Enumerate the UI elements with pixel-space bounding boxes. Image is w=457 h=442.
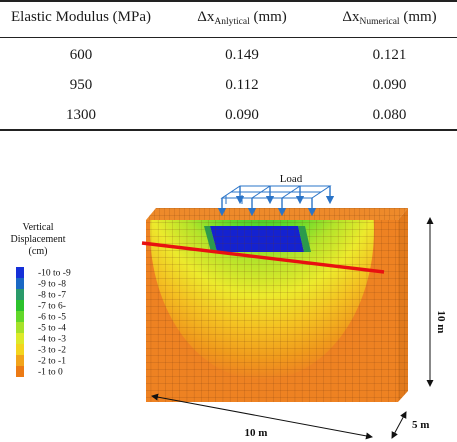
table-cell-numerical: 0.080 [372, 107, 407, 123]
legend-title-unit: (cm) [28, 246, 48, 257]
displacement-figure [0, 160, 457, 442]
legend-label: -9 to -8 [38, 279, 66, 290]
legend-label: -1 to 0 [38, 367, 63, 378]
legend-label: -5 to -4 [38, 323, 66, 334]
legend-label: -4 to -3 [38, 334, 66, 345]
legend-swatch [16, 366, 24, 377]
table-cell-modulus: 600 [69, 47, 93, 63]
legend-swatch [16, 344, 24, 355]
header-dx-analytical: $\Delta x_{Anlytical}$ (mm) [197, 9, 287, 27]
legend-swatch [16, 300, 24, 311]
dim-depth-arrow [392, 412, 406, 438]
table-cell-modulus: 1300 [66, 107, 96, 123]
fe-model-svg [0, 160, 457, 442]
legend-label: -10 to -9 [38, 268, 71, 279]
load-frame [222, 186, 330, 204]
table-header-rule [0, 37, 457, 38]
legend [11, 222, 71, 378]
legend-swatch [16, 278, 24, 289]
legend-label: -7 to 6- [38, 301, 66, 312]
legend-swatch [16, 311, 24, 322]
header-elastic-modulus: Elastic Modulus (MPa) [11, 9, 151, 25]
legend-swatch [16, 289, 24, 300]
legend-label: -2 to -1 [38, 356, 66, 367]
legend-swatch [16, 355, 24, 366]
load-label: Load [279, 173, 303, 185]
legend-title-vertical: Vertical [22, 222, 54, 233]
table-cell-modulus: 950 [69, 77, 93, 93]
table-cell-analytical: 0.149 [225, 47, 259, 63]
table-cell-analytical: 0.090 [225, 107, 259, 123]
header-dx-numerical: $\Delta x_{Numerical}$ (mm) [342, 9, 437, 27]
table-top-rule [0, 0, 457, 2]
table-bottom-rule [0, 129, 457, 131]
dim-width-label: 10 m [244, 427, 268, 439]
table-cell-analytical: 0.112 [225, 77, 259, 93]
legend-label: -8 to -7 [38, 290, 66, 301]
legend-swatch [16, 322, 24, 333]
header-dx-analytical-sub: Anlytical [214, 17, 250, 27]
legend-title-displacement: Displacement [10, 234, 66, 245]
table-cell-numerical: 0.121 [372, 47, 407, 63]
table-cell-numerical: 0.090 [372, 77, 407, 93]
legend-label: -3 to -2 [38, 345, 66, 356]
dim-depth-label: 5 m [412, 419, 430, 431]
legend-swatch [16, 333, 24, 344]
dim-height-label: 10 m [435, 310, 447, 334]
header-dx-numerical-sub: Numerical [359, 17, 400, 27]
legend-label: -6 to -5 [38, 312, 66, 323]
legend-swatch [16, 267, 24, 278]
